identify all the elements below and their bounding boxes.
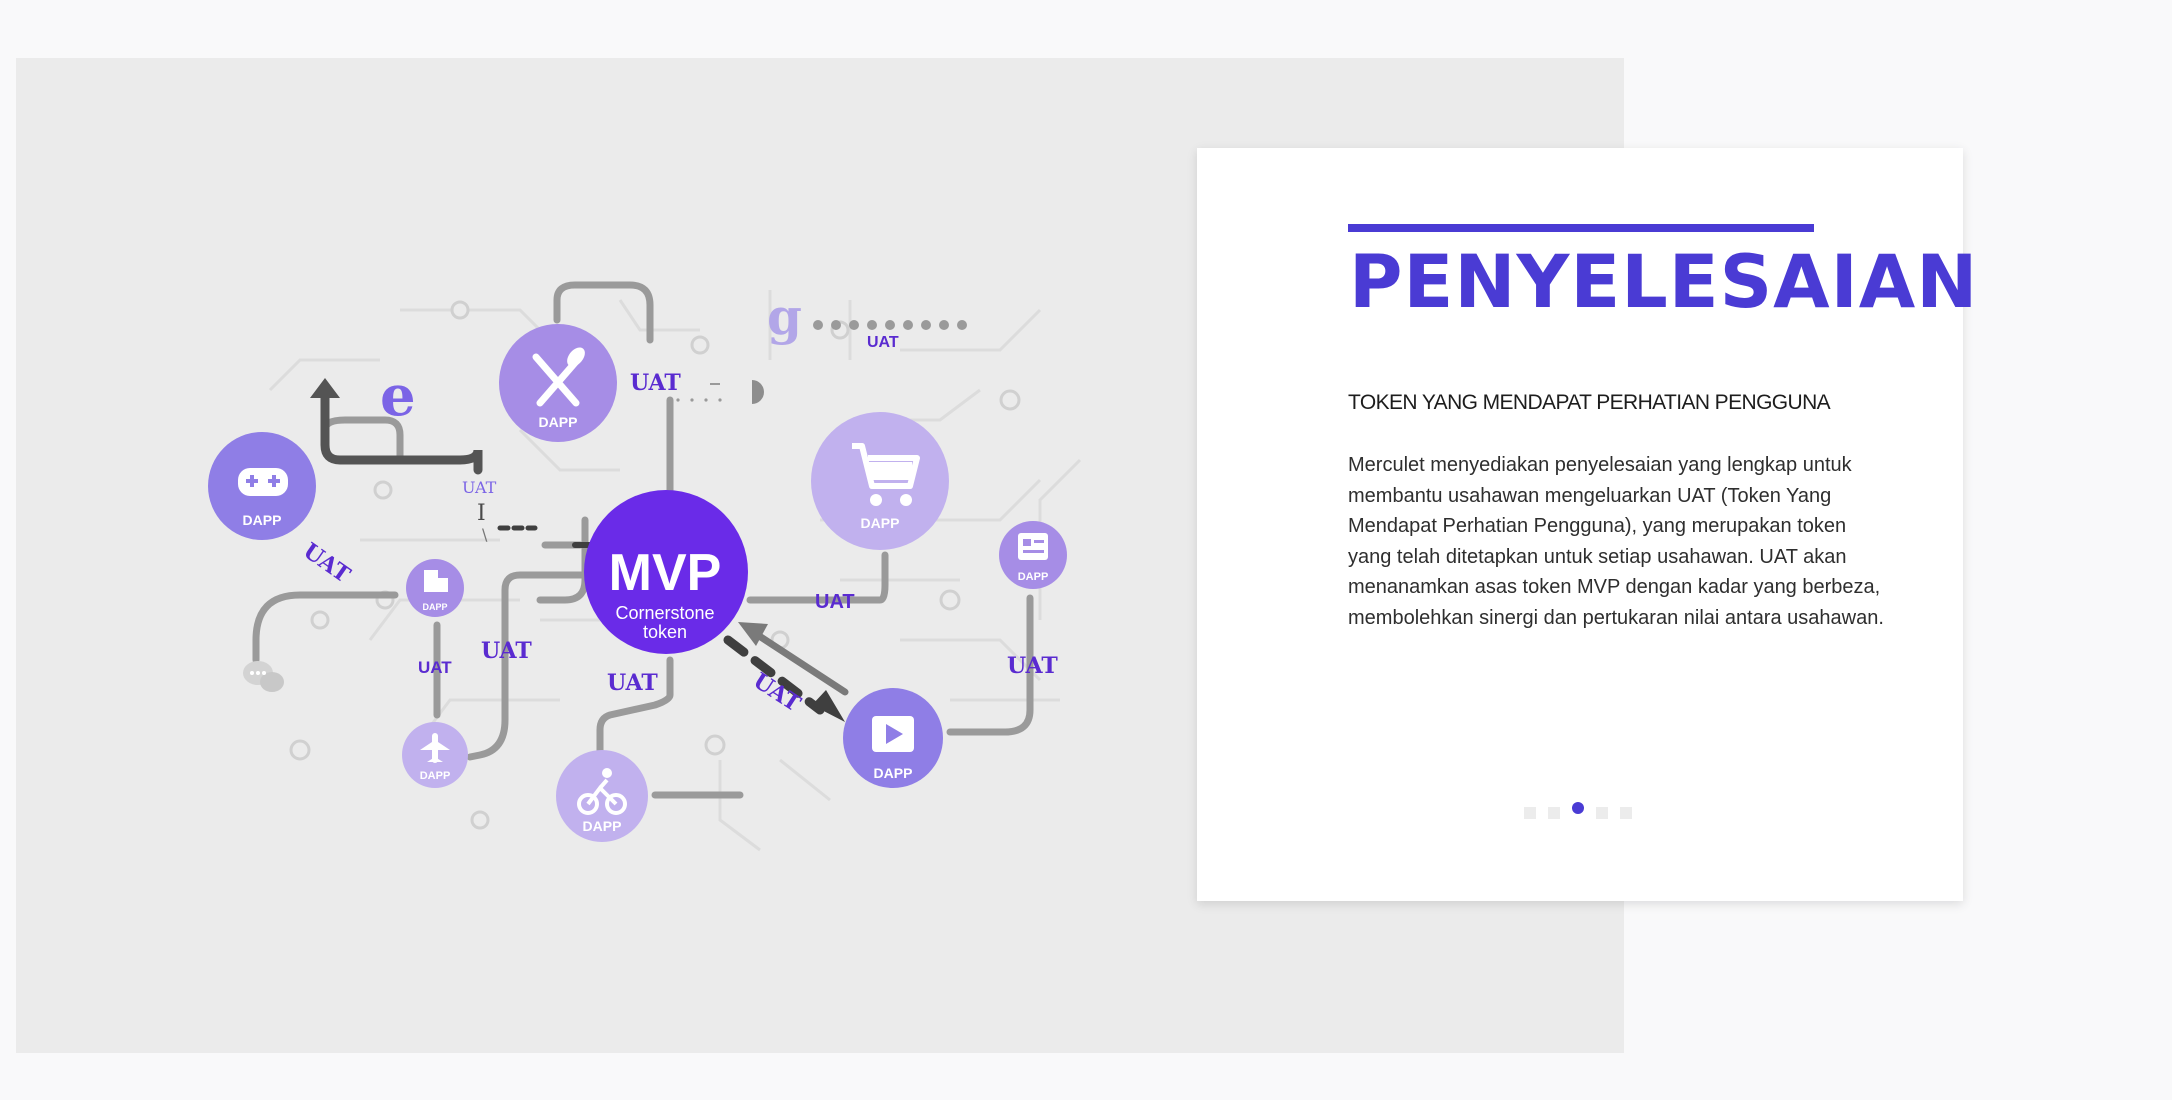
- dapp-node-building: [406, 559, 464, 617]
- card-body: Merculet menyediakan penyelesaian yang lengkap untuk membantu usahawan mengeluarkan UAT (Token Yang Mendapat Perhatian Pengguna), yang merupakan token yang telah ditetapkan untuk setiap usahawan. UAT akan menanamkan asas token MVP dengan kadar yang berbeza, membolehkan sinergi dan pertukaran nilai antara usahawan.: [1348, 454, 1884, 629]
- dotted-lines: [676, 320, 967, 404]
- news-icon: [1018, 533, 1048, 560]
- uat-label: UAT: [867, 334, 899, 351]
- hub-title: MVP: [608, 544, 722, 602]
- dapp-label: DAPP: [582, 818, 622, 834]
- dapp-label: DAPP: [860, 515, 900, 531]
- svg-text:\: \: [482, 525, 488, 544]
- hub-line1: Cornerstone: [615, 603, 715, 623]
- g-letter-icon: g: [767, 287, 802, 346]
- card-subtitle: TOKEN YANG MENDAPAT PERHATIAN PENGGUNA: [1348, 391, 1831, 414]
- uat-label: UAT: [462, 478, 497, 497]
- solution-card: [1197, 148, 1979, 901]
- dapp-node-game: [208, 432, 316, 540]
- dapp-node-plane: [402, 722, 468, 788]
- dapp-label: DAPP: [242, 512, 282, 528]
- uat-label: UAT: [607, 670, 658, 696]
- uat-label: UAT: [748, 667, 806, 718]
- dapp-label: DAPP: [1017, 571, 1049, 583]
- dapp-label: DAPP: [538, 414, 578, 430]
- uat-label: UAT: [630, 370, 681, 396]
- dapp-node-news: [999, 521, 1067, 589]
- title-accent-bar: [1348, 224, 1814, 232]
- gamepad-icon: [238, 468, 288, 496]
- slide-pager: [1524, 806, 1632, 820]
- mvp-hub: [584, 490, 748, 654]
- uat-label: UAT: [1007, 653, 1058, 679]
- hub-line2: token: [642, 622, 688, 642]
- dapp-node-cart: [811, 412, 949, 550]
- dapp-node-bike: [556, 750, 648, 842]
- play-video-icon: [872, 716, 914, 752]
- uat-label: UAT: [298, 537, 355, 589]
- e-letter-icon: e: [380, 363, 416, 429]
- uat-label: UAT: [815, 591, 855, 613]
- cursor-icon: I: [477, 501, 486, 526]
- dapp-node-video: [843, 688, 943, 788]
- dapp-label: DAPP: [422, 602, 448, 612]
- pager-dot-3-active[interactable]: [1572, 802, 1584, 814]
- chat-bubble-icon: [243, 661, 284, 692]
- pager-dot-1[interactable]: [1524, 807, 1536, 819]
- uat-label: UAT: [418, 658, 452, 677]
- pager-dot-4[interactable]: [1596, 807, 1608, 819]
- dapp-label: DAPP: [419, 770, 451, 782]
- dapp-label: DAPP: [873, 765, 913, 781]
- pager-dot-2[interactable]: [1548, 807, 1560, 819]
- uat-label: UAT: [481, 638, 532, 664]
- pager-dot-5[interactable]: [1620, 807, 1632, 819]
- card-title: PENYELESAIAN: [1349, 240, 1979, 325]
- dapp-node-food: [499, 324, 617, 442]
